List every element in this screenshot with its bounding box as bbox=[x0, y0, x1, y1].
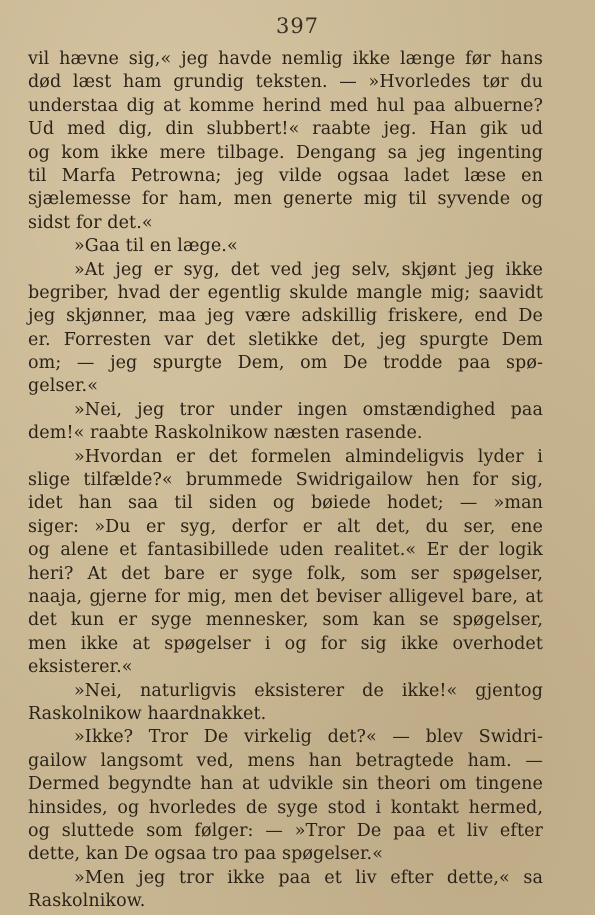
text-line: idet han saa til siden og bøiede hodet; — »man bbox=[28, 493, 543, 514]
text-line: Dermed begyndte han at udvikle sin theori om tingene bbox=[28, 774, 543, 795]
text-line: heri? At det bare er syge folk, som ser spøgelser, bbox=[28, 563, 543, 584]
body-text bbox=[28, 48, 543, 913]
text-line: slige tilfælde?« brummede Swidrigailow hen for sig, bbox=[28, 470, 543, 491]
text-line: understaa dig at komme herind med hul paa albuerne? bbox=[28, 95, 543, 116]
text-line: og kom ikke mere tilbage. Dengang sa jeg ingenting bbox=[28, 142, 543, 163]
text-line: »Nei, naturligvis eksisterer de ikke!« gjentog bbox=[74, 680, 543, 701]
page-number: 397 bbox=[275, 14, 320, 38]
text-line: Raskolnikow. bbox=[28, 891, 146, 912]
text-line: Ud med dig, din slubbert!« raabte jeg. Han gik ud bbox=[28, 119, 543, 140]
text-line: men ikke at spøgelser i og for sig ikke overhodet bbox=[28, 633, 543, 654]
text-line: vil hævne sig,« jeg havde nemlig ikke længe før hans bbox=[28, 49, 543, 69]
text-line: sidst for det.« bbox=[28, 212, 153, 233]
text-line: siger: »Du er syg, derfor er alt det, du ser, ene bbox=[28, 516, 543, 537]
text-line: »Men jeg tror ikke paa et liv efter dette,« sa bbox=[74, 867, 543, 888]
text-line: sjælemesse for ham, men generte mig til syvende og bbox=[28, 189, 543, 210]
text-line: om; — jeg spurgte Dem, om De trodde paa spø- bbox=[28, 353, 543, 374]
text-line: »At jeg er syg, det ved jeg selv, skjønt jeg ikke bbox=[74, 259, 543, 280]
text-line: »Hvordan er det formelen almindeligvis lyder i bbox=[74, 446, 543, 467]
text-line: til Marfa Petrowna; jeg vilde ogsaa ladet læse en bbox=[28, 165, 543, 186]
text-line: dem!« raabte Raskolnikow næsten rasende. bbox=[28, 423, 423, 444]
text-line: hinsides, og hvorledes de syge stod i kontakt hermed, bbox=[28, 797, 543, 818]
text-line: det kun er syge mennesker, som kan se spøgelser, bbox=[28, 610, 543, 631]
text-line: Raskolnikow haardnakket. bbox=[28, 703, 267, 724]
text-line: naaja, gjerne for mig, men det beviser alligevel bare, at bbox=[28, 586, 543, 607]
text-line: »Gaa til en læge.« bbox=[74, 236, 238, 257]
text-line: gailow langsomt ved, mens han betragtede ham. — bbox=[28, 750, 543, 771]
text-line: eksisterer.« bbox=[28, 657, 133, 678]
text-line: begriber, hvad der egentlig skulde mangle mig; saavidt bbox=[28, 282, 543, 303]
text-line: dette, kan De ogsaa tro paa spøgelser.« bbox=[28, 844, 384, 865]
text-line: jeg skjønner, maa jeg være adskillig friskere, end De bbox=[28, 306, 543, 327]
text-line: og alene et fantasibillede uden realitet.« Er der logik bbox=[28, 540, 543, 561]
text-line: og sluttede som følger: — »Tror De paa et liv efter bbox=[28, 820, 543, 841]
text-line: død læst ham grundig teksten. — »Hvorledes tør du bbox=[28, 72, 543, 93]
text-line: »Ikke? Tror De virkelig det?« — blev Swidri- bbox=[74, 727, 543, 748]
text-line: »Nei, jeg tror under ingen omstændighed paa bbox=[74, 399, 543, 420]
text-line: gelser.« bbox=[28, 376, 99, 397]
text-line: er. Forresten var det sletikke det, jeg spurgte Dem bbox=[28, 329, 543, 350]
